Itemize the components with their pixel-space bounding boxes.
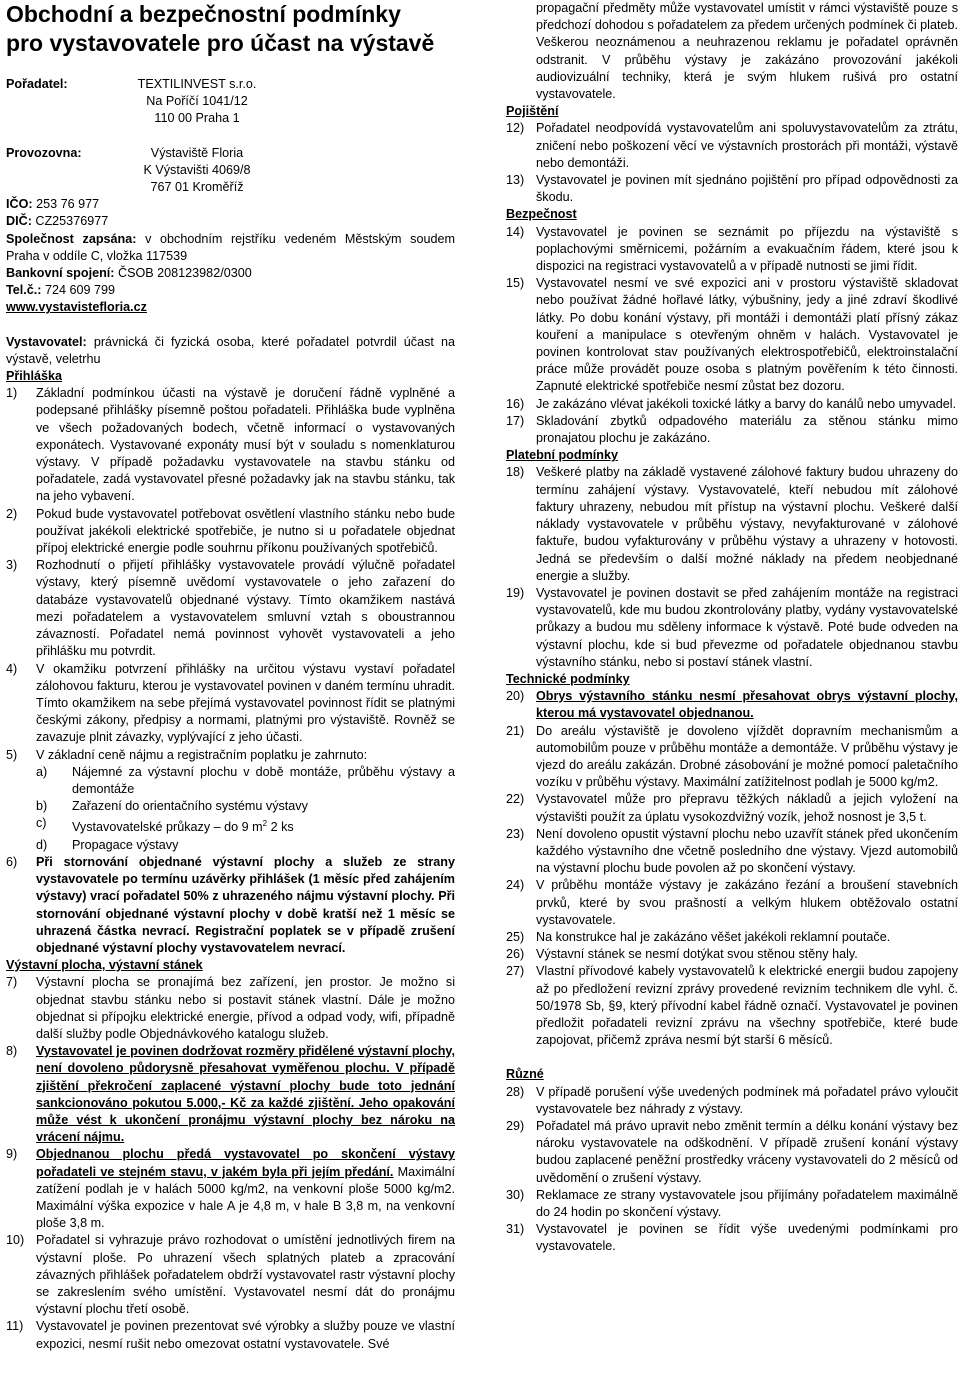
list-item: 30) Reklamace ze strany vystavovatele jsou přijímány pořadatelem maximálně do 24 hodin po skončení výstavy. bbox=[506, 1187, 958, 1220]
list-item: 7) Výstavní plocha se pronajímá bez zařízení, jen prostor. Je možno si objednat stavbu stánku nebo si postavit stánek vlastní. Dále je možno objednat si přípojku elektrické energie, přívod a odpad vody, wifi, případně další služby podle Objednávkového katalogu služeb. bbox=[6, 975, 455, 1041]
list-item: 21) Do areálu výstaviště je dovoleno vjíždět dopravním mechanismům a automobilům pouze v průběhu montáže a demontáže. V průběhu výstavy je vjezd do areálu zakázán. Drobné zásobování je možné pomocí paletačního vozíku v průběhu výstavy. Maximální zatížitelnost podlah je 5000 kg/m2. bbox=[506, 723, 958, 790]
list-item: 13) Vystavovatel je povinen mít sjednáno pojištění pro případ odpovědnosti za škodu. bbox=[506, 173, 958, 205]
dic-line: DIČ: CZ25376977 bbox=[6, 214, 109, 229]
list-item: 9) Objednanou plochu předá vystavovatel po skončení výstavy pořadateli ve stejném stavu, v jakém byla při jejím předání. Maximální zatížení podlah je v halách 5000 kg/m2, na venkovní ploše 5000 kg/m2. Maximální výška expozice v hale A je 4,8 m, v hale B 3,8 m, na venkovní ploše 3,8 m. bbox=[6, 1147, 455, 1231]
registry-line: Společnost zapsána: v obchodním rejstříku vedeném Městským soudem Praha v oddíle C, vložka 117539 bbox=[6, 231, 455, 263]
bank-line: Bankovní spojení: ČSOB 208123982/0300 bbox=[6, 266, 252, 281]
title-line-2: pro vystavovatele pro účast na výstavě bbox=[6, 30, 435, 56]
right-column bbox=[506, 0, 958, 1256]
list-item: 17) Skladování zbytků odpadového materiálu za stěnou stánku mimo pronajatou plochu je zakázáno. bbox=[506, 413, 958, 446]
operator-label: Provozovna: bbox=[6, 145, 82, 160]
list-item: 20) Obrys výstavního stánku nesmí přesahovat obrys výstavní plochy, kterou má vystavovatel objednanou. bbox=[506, 689, 958, 721]
list-item: 29) Pořadatel má právo upravit nebo změnit termín a délku konání výstavy bez nároku vystavovatele na odškodnění. V případě zrušení konání výstavy budou zaplacené peněžní prostředky vráceny vystavovateli do 2 měsíců od uvědomění o zrušení výstavy. bbox=[506, 1119, 958, 1185]
left-column bbox=[6, 0, 455, 1353]
ico-line: IČO: 253 76 977 bbox=[6, 197, 100, 212]
list-item: 18) Veškeré platby na základě vystavené zálohové faktury budou uhrazeny do termínu zahájení výstavy. Vystavovatelé, kteří nebudou mít zálohové faktury uhrazeny, nebudou mít přístup na výstavní plochu. Veškeré další náklady vystavovatele v průběhu výstavy, nevyfakturované v zálohové faktuře, budou vyfakturovány v průběhu výstavy a uhrazeny v hotovosti. Jedná se především o další možné náklady na předem neobjednané energie a služby. bbox=[506, 465, 958, 583]
list-item: 16) Je zakázáno vlévat jakékoli toxické látky a barvy do kanálů nebo umyvadel. bbox=[506, 396, 957, 411]
list-item: 15) Vystavovatel nesmí ve své expozici ani v prostoru výstaviště skladovat nebo používat žádné hořlavé látky, výbušniny, jedy a jiné zdraví škodlivé látky. Po dobu konání výstavy, při montáži i demontáži platí přísný zákaz kouření a manipulace s otevřeným ohněm v halách. Vystavovatel je povinen kontrolovat stav používaných elektrospotřebičů, elektroinstalační práce může provádět pouze osoba s platným pověřením k této činnosti. Zapnuté elektrické spotřebiče nesmí zůstat bez dozoru. bbox=[506, 276, 958, 394]
organizer-city: 110 00 Praha 1 bbox=[154, 111, 240, 126]
organizer-name: TEXTILINVEST s.r.o. bbox=[137, 77, 257, 91]
list-item: 2) Pokud bude vystavovatel potřebovat osvětlení vlastního stánku nebo bude používat jakékoli elektrické spotřebiče, je nutno si u pořadatele objednat přípoj elektrické energie podle souhrnu příkonu používaných spotřebičů. bbox=[6, 506, 455, 556]
list-item: 8) Vystavovatel je povinen dodržovat rozměry přidělené výstavní plochy, není dovoleno půdorysně přesahovat vyměřenou plochu. V případě zjištění překročení zaplacené výstavní plochy bude toto jednání sankcionováno pokutou 5.000,- Kč za každé zjištění. Jeho opakování může vést k ukončení pronájmu výstavní plochy bez nároku na vrácení nájmu. bbox=[6, 1044, 455, 1145]
list-item: 12) Pořadatel neodpovídá vystavovatelům ani spoluvystavovatelům za ztrátu, zničení nebo poškození věcí ve výstavních prostorách při montáži, výstavě nebo demontáži. bbox=[506, 121, 958, 170]
section-bezpecnost: Bezpečnost bbox=[506, 207, 577, 222]
list-item: 14) Vystavovatel je povinen se seznámit po příjezdu na výstaviště s poplachovými směrnicemi, požárním a evakuačním řádem, které jsou k dispozici na registraci vystavovatelů a v případě nutnosti se jimi řídit. bbox=[506, 224, 958, 274]
list-item: 22) Vystavovatel může pro přepravu těžkých nákladů a jejich vyložení na výstavišti použít za úplatu vysokozdvižný vozík, jehož nosnost je 3,5 t. bbox=[506, 792, 958, 824]
list-item: 26) Výstavní stánek se nesmí dotýkat svou stěnou stěny haly. bbox=[506, 947, 858, 962]
sub-item: c) Vystavovatelské průkazy – do 9 $m^2$ 2 ks bbox=[36, 816, 294, 835]
operator-name: Výstaviště Floria bbox=[150, 145, 244, 160]
sub-item: d) Propagace výstavy bbox=[36, 837, 179, 852]
organizer-street: Na Poříčí 1041/12 bbox=[146, 94, 248, 109]
list-item: 3) Rozhodnutí o přijetí přihlášky vystavovatele provádí výlučně pořadatel výstavy, který písemně uvědomí vystavovatele o jeho zařazení do databáze vystavovatelů objednané výstavy. Tímto okamžikem nastává mezi pořadatelem a vystavovatelem smluvní vztah s oboustrannou závazností. Pořadatel nemá povinnost vyhovět vystavovateli a jeho přihlášku mu potvrdit. bbox=[6, 558, 455, 659]
operator-city: 767 01 Kroměříž bbox=[150, 180, 244, 195]
list-item: 10) Pořadatel si vyhrazuje právo rozhodovat o umístění jednotlivých firem na výstavní ploše. Po uhrazení všech splatných plateb a zpracování závazných přihlášek pořadatelem obdrží vystavovatel rastr výstavní plochy se zakreslením svého umístění. Vystavovatel nesmí dát do pronájmu výstavní plochu třetí osobě. bbox=[6, 1233, 455, 1317]
tel-line: Tel.č.: 724 609 799 bbox=[6, 283, 116, 298]
section-plocha: Výstavní plocha, výstavní stánek bbox=[6, 958, 203, 973]
title-line-1: Obchodní a bezpečnostní podmínky bbox=[6, 1, 401, 27]
list-item: 24) V průběhu montáže výstavy je zakázáno řezání a broušení stavebních prvků, které by svou prašností a velkým hlukem obtěžovalo ostatní vystavovatele. bbox=[506, 878, 958, 927]
section-technicke: Technické podmínky bbox=[506, 671, 630, 686]
organizer-block bbox=[6, 76, 455, 196]
organizer-label: Pořadatel: bbox=[6, 77, 68, 91]
list-item: 27) Vlastní přívodové kabely vystavovatelů k elektrické energii budou zapojeny až po předložení revizní zprávy provedené revizním technikem dle vyhl. č. 50/1978 Sb, §9, který přívodní kabel řádně označí. Vystavovatel je povinen předložit pořadateli revizní zprávu na všechny spotřebiče, které bude zapojovat, přičemž zpráva nesmí být starší 6 měsíců. bbox=[506, 964, 958, 1048]
section-ruzne: Různé bbox=[506, 1067, 544, 1082]
section-prihlaska: Přihláška bbox=[6, 369, 63, 384]
exhibitor-definition: Vystavovatel: právnická či fyzická osoba, které pořadatel potvrdil účast na výstavě, veletrhu bbox=[6, 334, 455, 366]
list-item: 19) Vystavovatel je povinen dostavit se před zahájením montáže na registraci vystavovatelů, kde mu budou zkontrolovány platby, vydány vystavovatelské průkazy a budou mu sděleny informace k výstavě. Poté bude odveden na výstavní plochu, kde si bud převezme od pořadatele objednanou stavbu výstavního stánku, nebo si postaví stánek vlastní. bbox=[506, 585, 958, 669]
list-item: 23) Není dovoleno opustit výstavní plochu nebo uzavřít stánek před ukončením každého výstavního dne včetně posledního dne výstavy. Vjezd automobilů na výstavní plochu bude povolen až po skončení výstavy. bbox=[506, 826, 958, 876]
list-item: 4) V okamžiku potvrzení přihlášky na určitou výstavu vystaví pořadatel zálohovou fakturu, kterou je vystavovatel povinen v daném termínu uhradit. Tímto okamžikem na sebe přejímá vystavovatel povinnost řídit se platnými českými zákony, předpisy a normami, platnými pro výstaviště. Rovněž se zavazuje plnit závazky, vyplývající z jeho účasti. bbox=[6, 661, 455, 745]
website-link[interactable]: www.vystavistefloria.cz bbox=[6, 300, 147, 315]
document-title bbox=[6, 0, 455, 58]
section-platebni: Platební podmínky bbox=[506, 448, 618, 463]
sub-item: b) Zařazení do orientačního systému výstavy bbox=[36, 799, 308, 814]
section-pojisteni: Pojištění bbox=[506, 104, 559, 119]
list-item: 6) Při stornování objednané výstavní plochy a služeb ze strany vystavovatele po termínu uzávěrky přihlášek (1 měsíc před zahájením výstavy) vrací pořadatel 50% z uhrazeného nájmu výstavní plochy. Při stornování objednané výstavní plochy v době kratší než 1 měsíc se uhrazená částka nevrací. Registrační poplatek se v případě zrušení objednané výstavní plochy vystavovatelem nevrací. bbox=[6, 854, 455, 955]
list-item: 1) Základní podmínkou účasti na výstavě je doručení řádně vyplněné a podepsané přihlášky písemně poštou pořadateli. Přihláška bude vyplněna ve všech požadovaných bodech, včetně informací o vystavovaných exponátech. Vystavované exponáty musí být v souladu s nomenklaturou výstavy. V případě požadavku vystavovatele na stavbu stánku od pořadatele, zadá vystavovatel přesné požadavky jak na stavbu stánku, tak na jeho vybavení. bbox=[6, 386, 455, 504]
list-item: 28) V případě porušení výše uvedených podmínek má pořadatel právo vyloučit vystavovatele bez náhrady z výstavy. bbox=[506, 1084, 958, 1116]
list-item: 5) V základní ceně nájmu a registračním poplatku je zahrnuto: bbox=[6, 747, 368, 762]
list-item: 11) Vystavovatel je povinen prezentovat své výrobky a služby pouze ve vlastní expozici, nesmí rušit nebo omezovat ostatní vystavovatele. Své bbox=[6, 1319, 455, 1351]
operator-street: K Výstavišti 4069/8 bbox=[143, 162, 251, 177]
list-item: 31) Vystavovatel je povinen se řídit výše uvedenými podmínkami pro vystavovatele. bbox=[506, 1222, 958, 1254]
sub-item: a) Nájemné za výstavní plochu v době montáže, průběhu výstavy a demontáže bbox=[36, 764, 455, 796]
list-item-continued: propagační předměty může vystavovatel umístit v rámci výstaviště pouze s předchozí dohodou s pořadatelem za předem určených podmínek či plateb. Veškerou neoznámenou a neuhrazenou reklamu je pořadatel oprávněn odstranit. V průběhu výstavy je zakázáno provozování jakékoli audiovizuální techniky, která je svým hlukem rušivá pro ostatní vystavovatele. bbox=[536, 1, 958, 102]
list-item: 25) Na konstrukce hal je zakázáno věšet jakékoli reklamní poutače. bbox=[506, 929, 891, 944]
